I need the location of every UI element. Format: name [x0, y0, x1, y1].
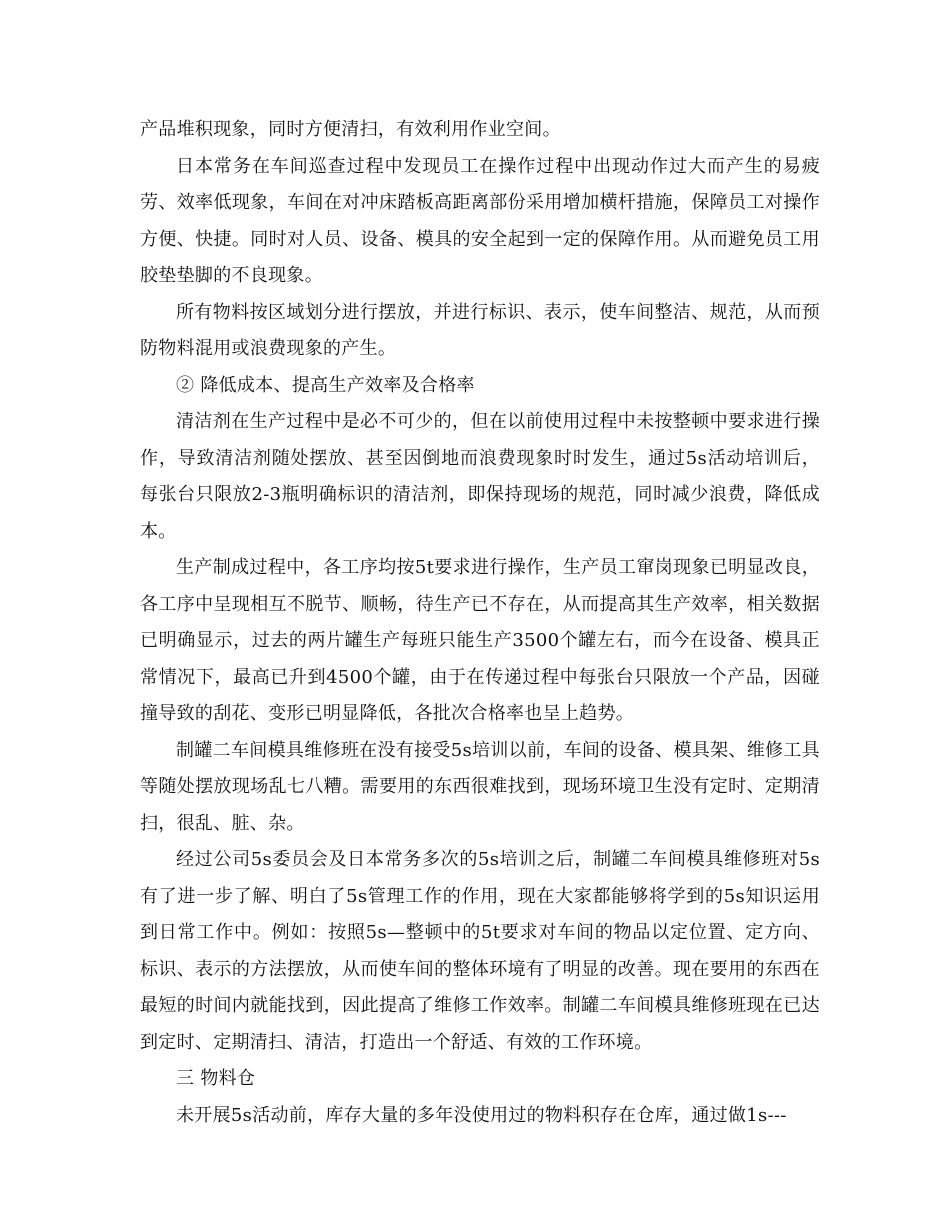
section-heading-material-warehouse: 三 物料仓 [176, 1068, 256, 1089]
document-body [140, 112, 820, 1134]
paragraph-cleaning-agent: 清洁剂在生产过程中是必不可少的，但在以前使用过程中未按整顿中要求进行操作，导致清洁剂随处摆放、甚至因倒地而浪费现象时时发生，通过5s活动培训后，每张台只限放2-3瓶明确标识的清洁剂，即保持现场的规范，同时减少浪费，降低成本。 [140, 411, 820, 542]
paragraph-warehouse-before: 未开展5s活动前，库存大量的多年没使用过的物料积存在仓库，通过做1s--- [176, 1104, 787, 1126]
section-heading-cost-efficiency: ② 降低成本、提高生产效率及合格率 [176, 374, 475, 396]
paragraph-continuation: 产品堆积现象，同时方便清扫，有效利用作业空间。 [140, 119, 561, 140]
paragraph-repair-team-before: 制罐二车间模具维修班在没有接受5s培训以前，车间的设备、模具架、维修工具等随处摆放现场乱七八糟。需要用的东西很难找到，现场环境卫生没有定时、定期清扫，很乱、脏、杂。 [140, 739, 820, 834]
paragraph-material-zoning: 所有物料按区域划分进行摆放，并进行标识、表示，使车间整洁、规范，从而预防物料混用或浪费现象的产生。 [140, 301, 820, 359]
paragraph-production-efficiency: 生产制成过程中，各工序均按5t要求进行操作，生产员工窜岗现象已明显改良，各工序中呈现相互不脱节、顺畅，待生产已不存在，从而提高其生产效率，相关数据已明确显示，过去的两片罐生产每班只能生产3500个罐左右，而今在设备、模具正常情况下，最高已升到4500个罐，由于在传递过程中每张台只限放一个产品，因碰撞导致的刮花、变形已明显降低，各批次合格率也呈上趋势。 [140, 557, 820, 724]
paragraph-repair-team-after: 经过公司5s委员会及日本常务多次的5s培训之后，制罐二车间模具维修班对5s有了进一步了解、明白了5s管理工作的作用，现在大家都能够将学到的5s知识运用到日常工作中。例如：按照5s—整顿中的5t要求对车间的物品以定位置、定方向、标识、表示的方法摆放，从而使车间的整体环境有了明显的改善。现在要用的东西在最短的时间内就能找到，因此提高了维修工作效率。制罐二车间模具维修班现在已达到定时、定期清扫、清洁，打造出一个舒适、有效的工作环境。 [140, 849, 820, 1053]
paragraph-pedal-crossbar: 日本常务在车间巡查过程中发现员工在操作过程中出现动作过大而产生的易疲劳、效率低现象，车间在对冲床踏板高距离部份采用增加横杆措施，保障员工对操作方便、快捷。同时对人员、设备、模具的安全起到一定的保障作用。从而避免员工用胶垫垫脚的不良现象。 [140, 155, 820, 286]
